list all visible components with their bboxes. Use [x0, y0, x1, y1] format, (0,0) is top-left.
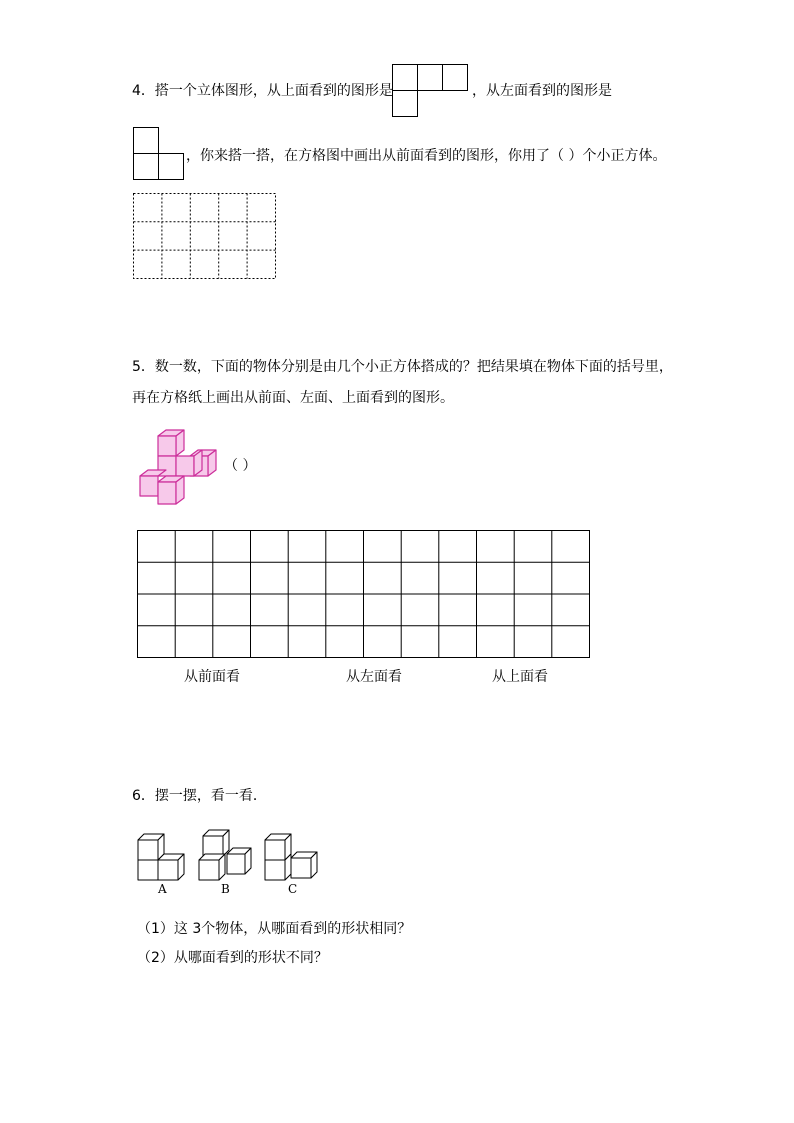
q4-dashed-grid[interactable] — [133, 193, 277, 281]
q5-caption-top: 从上面看 — [492, 669, 548, 685]
q5-line1-text: 5．数一数，下面的物体分别是由几个小正方体搭成的？把结果填在物体下面的括号里， — [132, 359, 673, 375]
q4-line1-text-b: ，从左面看到的图形是 — [472, 83, 612, 99]
q6-sub-question-1: （1）这 3个物体，从哪面看到的形状相同？ — [137, 921, 412, 937]
q4-line2-text: ，你来搭一搭，在方格图中画出从前面看到的图形，你用了（ ）个小正方体。 — [186, 148, 667, 164]
q6-label-c: C — [288, 882, 298, 896]
q5-line2-text: 再在方格纸上画出从前面、左面、上面看到的图形。 — [132, 390, 454, 406]
q6-sub-question-2: （2）从哪面看到的形状不同？ — [137, 950, 328, 966]
q6-figure-a — [136, 832, 192, 882]
q4-top-view-figure — [392, 64, 472, 118]
q6-label-b: B — [221, 882, 230, 896]
q4-line1-text-a: 4．搭一个立体图形，从上面看到的图形是 — [132, 83, 393, 99]
q4-left-view-figure — [133, 127, 187, 181]
q6-figure-c — [263, 832, 323, 882]
q5-caption-left: 从左面看 — [346, 669, 402, 685]
q5-cube-stack-figure — [138, 426, 222, 510]
q5-answer-blank[interactable]: （ ） — [224, 458, 257, 474]
q6-title: 6．摆一摆，看一看． — [132, 788, 267, 804]
q6-label-a: A — [158, 882, 167, 896]
q6-figure-b — [197, 828, 257, 882]
q5-drawing-grid[interactable] — [137, 530, 592, 661]
q5-caption-front: 从前面看 — [184, 669, 240, 685]
